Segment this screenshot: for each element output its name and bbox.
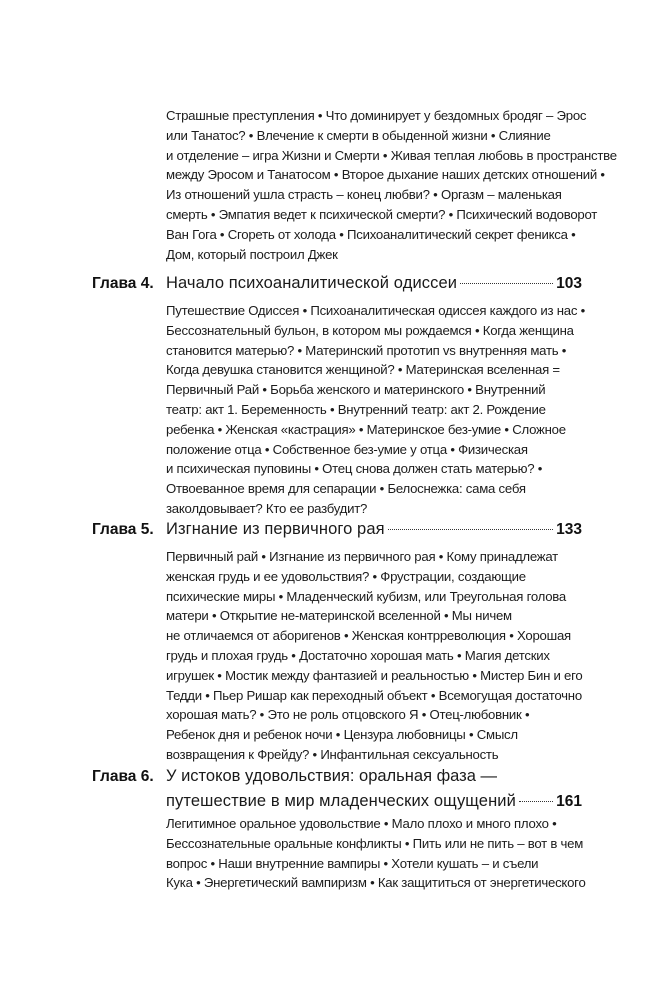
chapter-6-entry (92, 764, 586, 893)
topic-line: и психическая пуповины • Отец снова должен стать матерью? • (166, 461, 543, 477)
topic-line: не отличаемся от аборигенов • Женская контрреволюция • Хорошая (166, 628, 571, 644)
topic-line: хорошая мать? • Это не роль отцовского Я • Отец-любовник • (166, 707, 530, 723)
chapter-title-line: У истоков удовольствия: оральная фаза — (166, 767, 497, 785)
topic-line: матери • Открытие не-материнской вселенной • Мы ничем (166, 608, 512, 624)
topic-line: Кука • Энергетический вампиризм • Как защититься от энергетического (166, 875, 586, 891)
chapter-label: Глава 6. (92, 768, 154, 785)
chapter-title: Начало психоаналитической одиссеи (166, 274, 458, 292)
topic-line: Отвоеванное время для сепарации • Белоснежка: сама себя (166, 481, 526, 497)
chapter-title: Изгнание из первичного рая (166, 520, 385, 538)
topic-line: Из отношений ушла страсть – конец любви? • Оргазм – маленькая (166, 187, 562, 203)
topic-line: Страшные преступления • Что доминирует у бездомных бродяг – Эрос (166, 108, 587, 123)
dot-leader (388, 529, 553, 530)
topic-line: театр: акт 1. Беременность • Внутренний театр: акт 2. Рождение (166, 401, 546, 417)
topic-line: и отделение – игра Жизни и Смерти • Живая теплая любовь в пространстве (166, 147, 617, 163)
topic-line: Первичный рай • Изгнание из первичного рая • Кому принадлежат (166, 549, 558, 564)
topic-line: ребенка • Женская «кастрация» • Материнское без-умие • Сложное (166, 421, 566, 437)
topic-line: женская грудь и ее удовольствия? • Фрустрации, создающие (166, 568, 526, 584)
chapter-topics (166, 301, 586, 519)
topic-line: психические миры • Младенческий кубизм, или Треугольная голова (166, 588, 567, 604)
topic-line: Когда девушка становится женщиной? • Материнская вселенная = (166, 362, 560, 378)
chapter-title: путешествие в мир младенческих ощущений (166, 792, 516, 810)
previous-chapter-topics (166, 106, 617, 264)
chapter-label: Глава 4. (92, 275, 154, 292)
chapter-5-entry (92, 517, 582, 765)
topic-line: Бессознательный бульон, в котором мы рождаемся • Когда женщина (166, 322, 574, 338)
chapter-4-entry (92, 271, 586, 519)
topic-line: вопрос • Наши внутренние вампиры • Хотели кушать – и съели (166, 855, 539, 871)
dot-leader (460, 283, 553, 284)
chapter-page-number: 133 (556, 521, 582, 538)
topic-line: положение отца • Собственное без-умие у отца • Физическая (166, 441, 528, 457)
topic-line: игрушек • Мостик между фантазией и реальностью • Мистер Бин и его (166, 667, 583, 683)
chapter-topics (166, 547, 582, 765)
topic-line: между Эросом и Танатосом • Второе дыхание наших детских отношений • (166, 167, 605, 183)
topic-line: Первичный Рай • Борьба женского и материнского • Внутренний (166, 382, 546, 398)
topic-line: Дом, который построил Джек (166, 246, 338, 262)
topic-line: Путешествие Одиссея • Психоаналитическая одиссея каждого из нас • (166, 303, 586, 318)
topic-line: или Танатос? • Влечение к смерти в обыденной жизни • Слияние (166, 127, 551, 143)
chapter-topics (166, 814, 586, 893)
topic-line: Легитимное оральное удовольствие • Мало плохо и много плохо • (166, 816, 557, 831)
topic-line: смерть • Эмпатия ведет к психической смерти? • Психический водоворот (166, 206, 598, 222)
topic-line: Бессознательные оральные конфликты • Пить или не пить – вот в чем (166, 835, 584, 851)
chapter-page-number: 161 (556, 793, 582, 810)
topic-line: заколдовывает? Кто ее разбудит? (166, 500, 368, 516)
topic-line: Ван Гога • Сгореть от холода • Психоаналитический секрет феникса • (166, 226, 576, 242)
dot-leader (519, 801, 553, 802)
topic-line: грудь и плохая грудь • Достаточно хорошая мать • Магия детских (166, 647, 550, 663)
topic-line: возвращения к Фрейду? • Инфантильная сексуальность (166, 746, 499, 762)
topic-line: Тедди • Пьер Ришар как переходный объект • Всемогущая достаточно (166, 687, 582, 703)
chapter-page-number: 103 (556, 275, 582, 292)
topic-line: Ребенок дня и ребенок ночи • Цензура любовницы • Смысл (166, 727, 518, 743)
topic-line: становится матерью? • Материнский прототип vs внутренняя мать • (166, 342, 567, 358)
chapter-label: Глава 5. (92, 521, 154, 538)
